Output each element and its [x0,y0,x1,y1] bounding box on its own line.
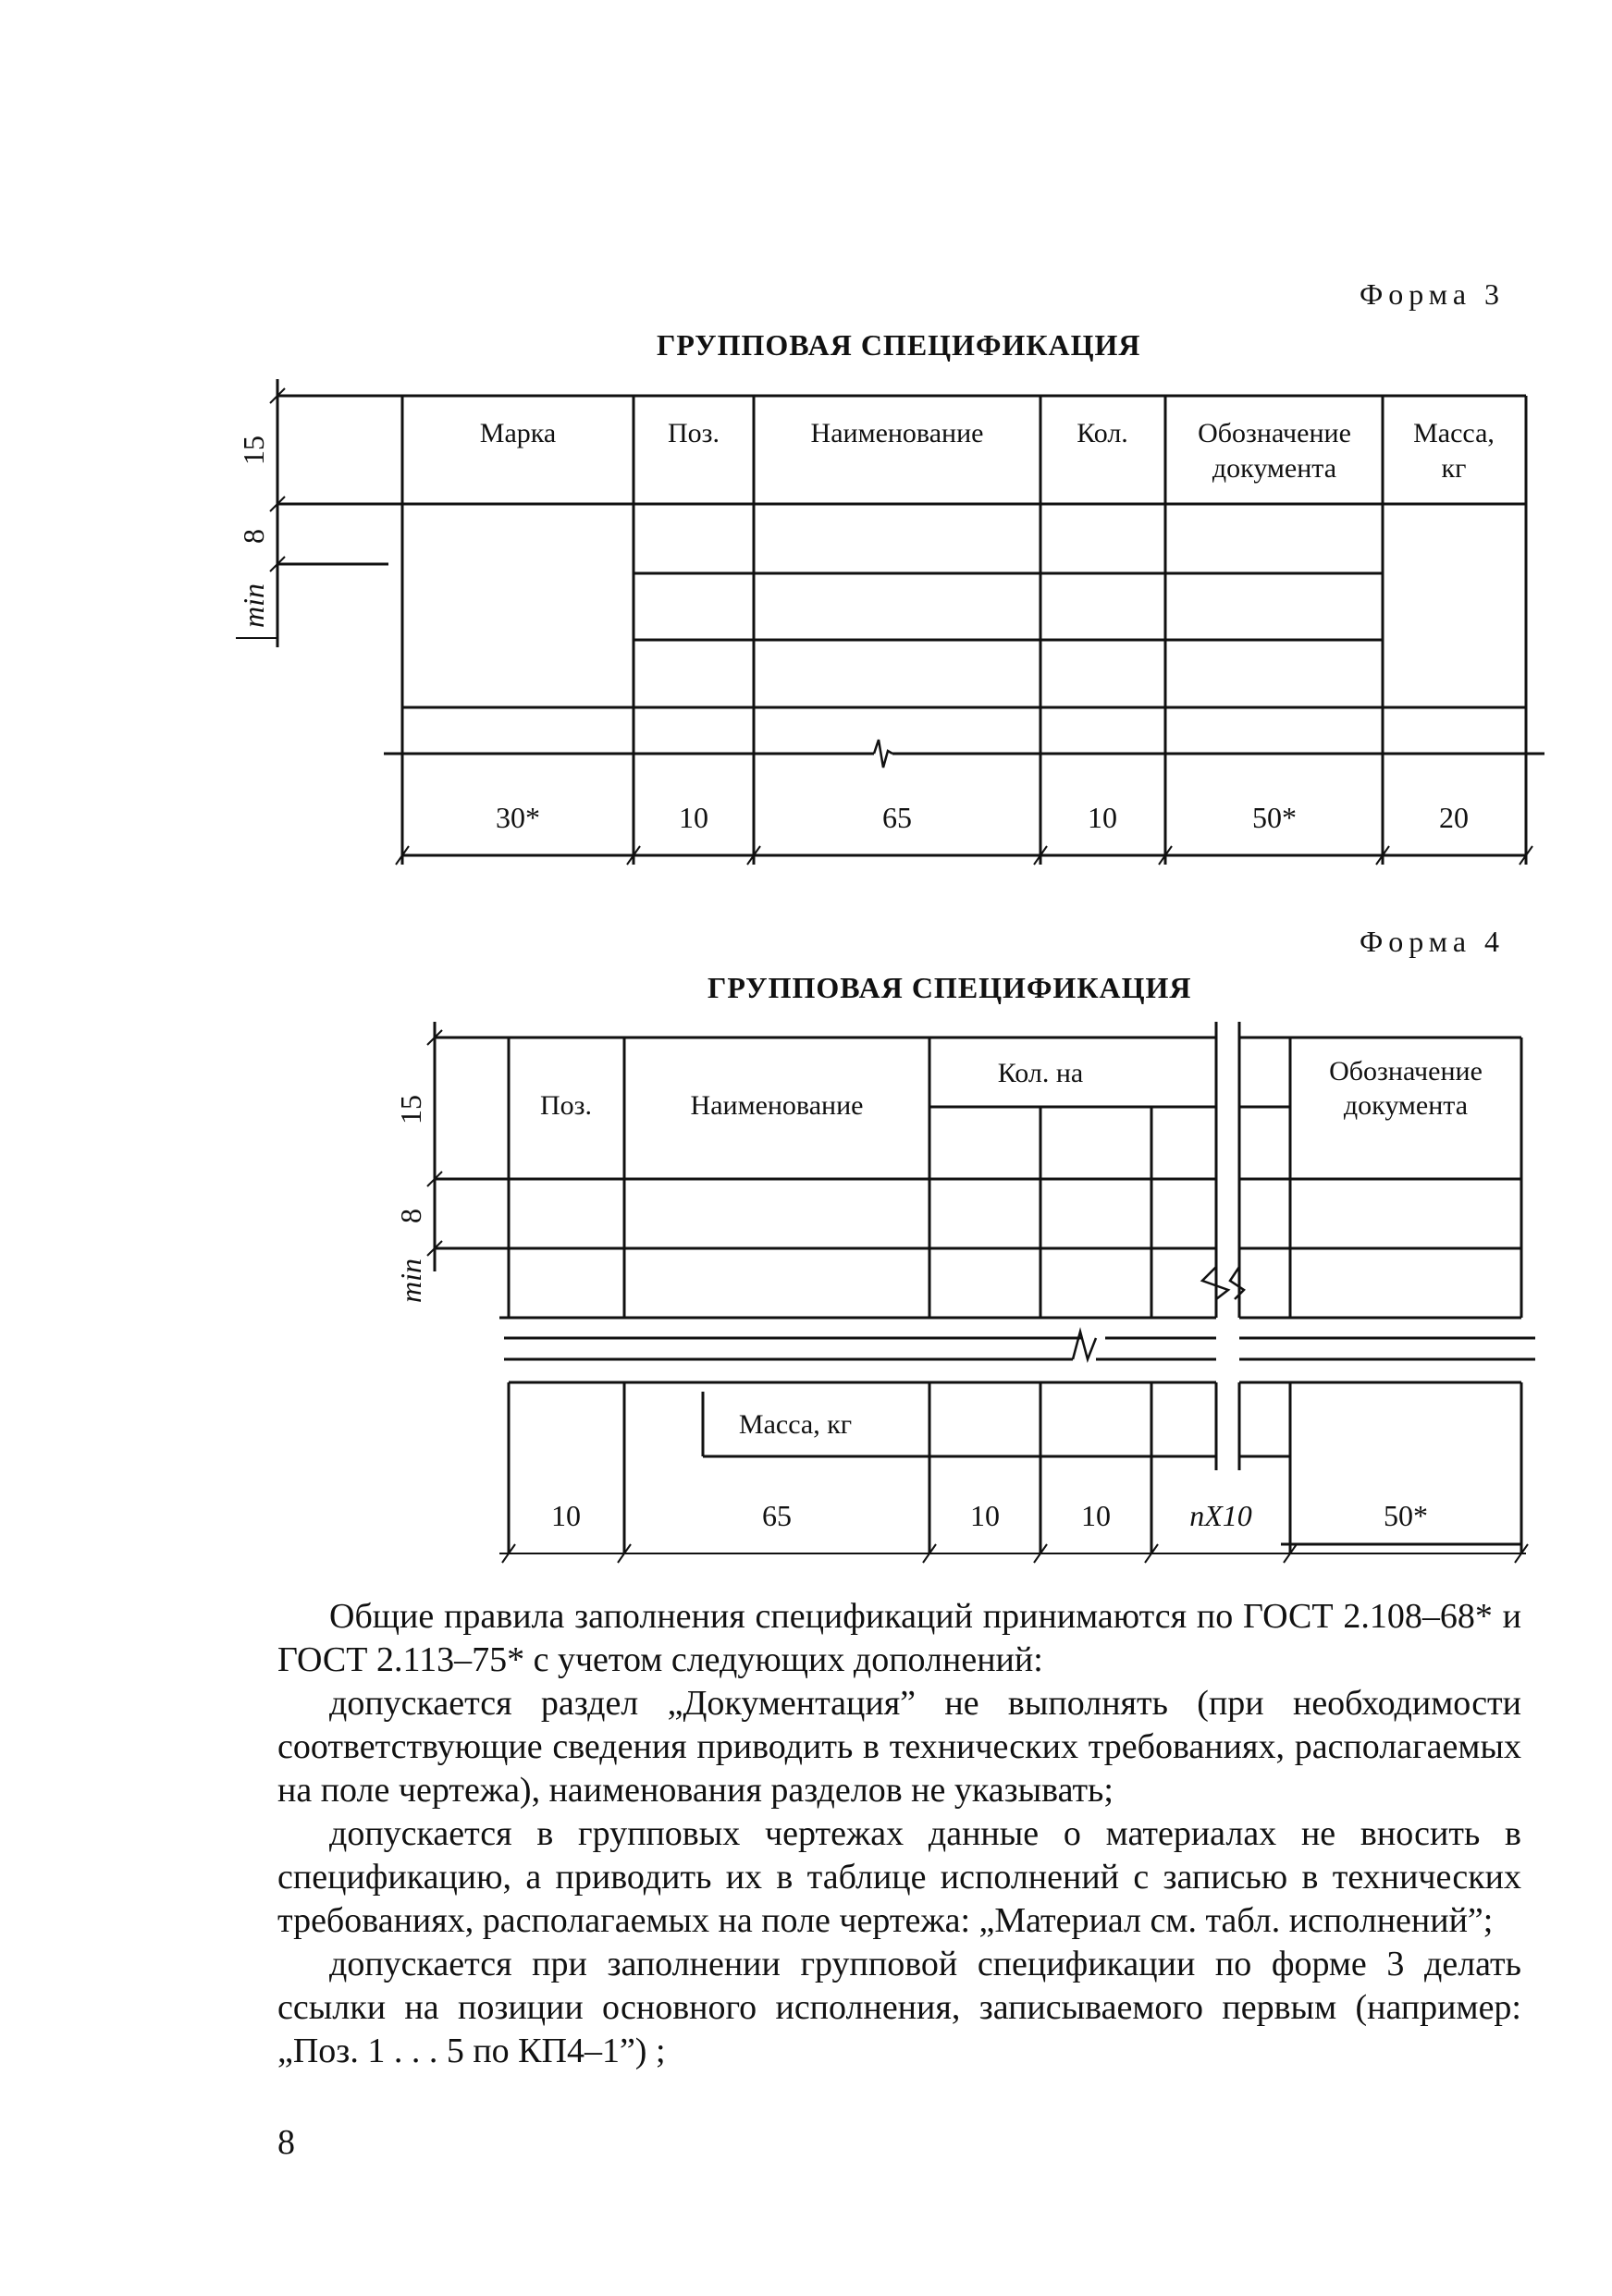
form3-dim-15: 15 [237,436,270,465]
form4-title: ГРУППОВАЯ СПЕЦИФИКАЦИЯ [708,971,1192,1004]
form4-dim-8: 8 [394,1209,427,1223]
form4-header-designation-2: документа [1343,1090,1469,1121]
form3-header-designation-1: Обозначение [1198,418,1351,448]
form3-header-mass-2: кг [1441,453,1467,484]
form4-width-6: 50* [1384,1499,1428,1532]
form4-label: Форма 4 [1360,925,1506,958]
form4-width-1: 10 [551,1499,581,1532]
form4-dim-min: min [394,1259,427,1303]
form4-header-poz: Поз. [539,1090,593,1121]
body-paragraph-2: допускается раздел „Документация” не выполнять (при необходимости соответствующие сведения приводить в технических требованиях, располагаемых на поле чертежа), наименования разделов не указывать; [277,1684,1521,1810]
form4-mass-label: Масса, кг [738,1409,853,1440]
form4-header-designation-1: Обозначение [1329,1056,1483,1087]
form3-header-marka: Марка [479,418,557,448]
form3-width-3: 65 [882,801,912,834]
form4-width-3: 10 [970,1499,1000,1532]
form4-header-qty: Кол. на [997,1058,1084,1088]
body-paragraph-4: допускается при заполнении групповой спецификации по форме 3 делать ссылки на позиции основного исполнения, записываемого первым (например: „Поз. 1 . . . 5 по КП4–1”) ; [277,1945,1521,2070]
form4-width-2: 65 [762,1499,792,1532]
form3-width-4: 10 [1088,801,1117,834]
form3-width-6: 20 [1439,801,1469,834]
form3-header-qty: Кол. [1077,418,1128,448]
page-number: 8 [277,2123,295,2162]
form3-width-1: 30* [496,801,540,834]
form3-header-mass-1: Масса, [1413,418,1495,448]
form3-header-name: Наименование [810,418,984,448]
form3-dim-min: min [237,583,270,628]
form3-header-poz: Поз. [667,418,720,448]
form4-width-4: 10 [1081,1499,1111,1532]
form4-header-name: Наименование [690,1090,864,1121]
body-paragraph-1: Общие правила заполнения спецификаций принимаются по ГОСТ 2.108–68* и ГОСТ 2.113–75* с учетом следующих дополнений: [277,1597,1521,1679]
form3-dim-8: 8 [237,529,270,544]
form3-header-designation-2: документа [1212,453,1337,484]
form3-label: Форма 3 [1360,277,1506,311]
body-text [277,1595,1521,2073]
form4-dim-15: 15 [394,1095,427,1124]
form3-width-5: 50* [1252,801,1297,834]
body-paragraph-3: допускается в групповых чертежах данные о материалах не вносить в спецификацию, а приводить их в таблице исполнений с записью в технических требованиях, располагаемых на поле чертежа: „Материал см. табл. исполнений”; [277,1814,1521,1940]
form4-width-5: nX10 [1189,1499,1252,1532]
form3-width-2: 10 [679,801,708,834]
form3-title: ГРУППОВАЯ СПЕЦИФИКАЦИЯ [657,328,1141,362]
